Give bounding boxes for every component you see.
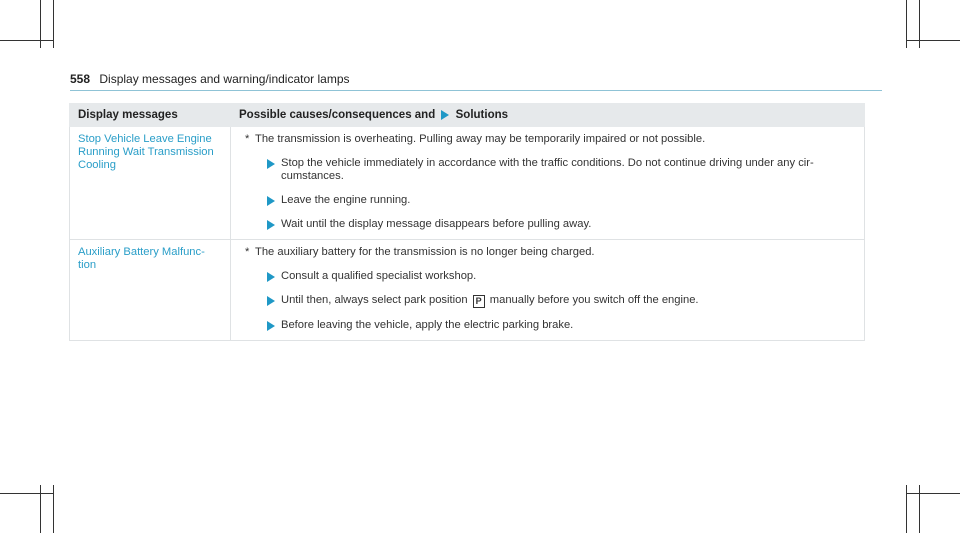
crop-mark <box>0 493 54 494</box>
causes-solutions-cell <box>231 240 865 341</box>
solution-step-text: manually before you switch off the engine. <box>489 294 699 306</box>
column-header-messages: Display messages <box>70 104 231 127</box>
arrow-right-icon <box>267 196 275 206</box>
column-header-solutions-label: Solutions <box>455 109 509 121</box>
display-message-text: Auxiliary Battery Malfunc-tion <box>70 240 231 341</box>
solution-step-text: Until then, always select park position <box>281 294 468 306</box>
crop-mark <box>0 40 54 41</box>
solution-step-text: Consult a qualified specialist workshop. <box>281 270 477 282</box>
cause-note <box>239 133 856 146</box>
solution-step <box>239 319 856 332</box>
table-row <box>70 127 865 240</box>
column-header-causes <box>231 104 865 127</box>
header-divider <box>70 90 882 91</box>
arrow-right-icon <box>267 296 275 306</box>
column-header-causes-label: Possible causes/consequences and <box>239 109 436 121</box>
arrow-right-icon <box>441 110 449 120</box>
note-marker: * <box>245 246 250 258</box>
solution-step <box>239 294 856 308</box>
solution-step <box>239 194 856 207</box>
table-row <box>70 240 865 341</box>
cause-note <box>239 246 856 259</box>
crop-mark <box>906 493 960 494</box>
crop-mark <box>906 40 960 41</box>
cause-text: The transmission is overheating. Pulling away may be temporarily impaired or not possible. <box>255 133 706 145</box>
arrow-right-icon <box>267 321 275 331</box>
solution-step <box>239 270 856 283</box>
table-header-row <box>70 104 865 127</box>
arrow-right-icon <box>267 272 275 282</box>
park-position-symbol: P <box>473 295 485 308</box>
solution-step-text: Leave the engine running. <box>281 194 411 206</box>
page-number: 558 <box>70 72 91 86</box>
solution-step-text: Before leaving the vehicle, apply the electric parking brake. <box>281 319 574 331</box>
page-title: Display messages and warning/indicator lamps <box>99 72 350 86</box>
display-messages-table <box>69 103 865 341</box>
display-message-text: Stop Vehicle Leave Engine Running Wait Transmission Cooling <box>70 127 231 240</box>
causes-solutions-cell <box>231 127 865 240</box>
note-marker: * <box>245 133 250 145</box>
solution-step <box>239 157 856 183</box>
solution-step <box>239 218 856 231</box>
solution-step-text: Stop the vehicle immediately in accordance with the traffic conditions. Do not continue driving under any cir-cumstances. <box>281 157 814 182</box>
arrow-right-icon <box>267 159 275 169</box>
page-header <box>70 72 865 86</box>
solution-step-text: Wait until the display message disappears before pulling away. <box>281 218 592 230</box>
arrow-right-icon <box>267 220 275 230</box>
cause-text: The auxiliary battery for the transmission is no longer being charged. <box>255 246 595 258</box>
